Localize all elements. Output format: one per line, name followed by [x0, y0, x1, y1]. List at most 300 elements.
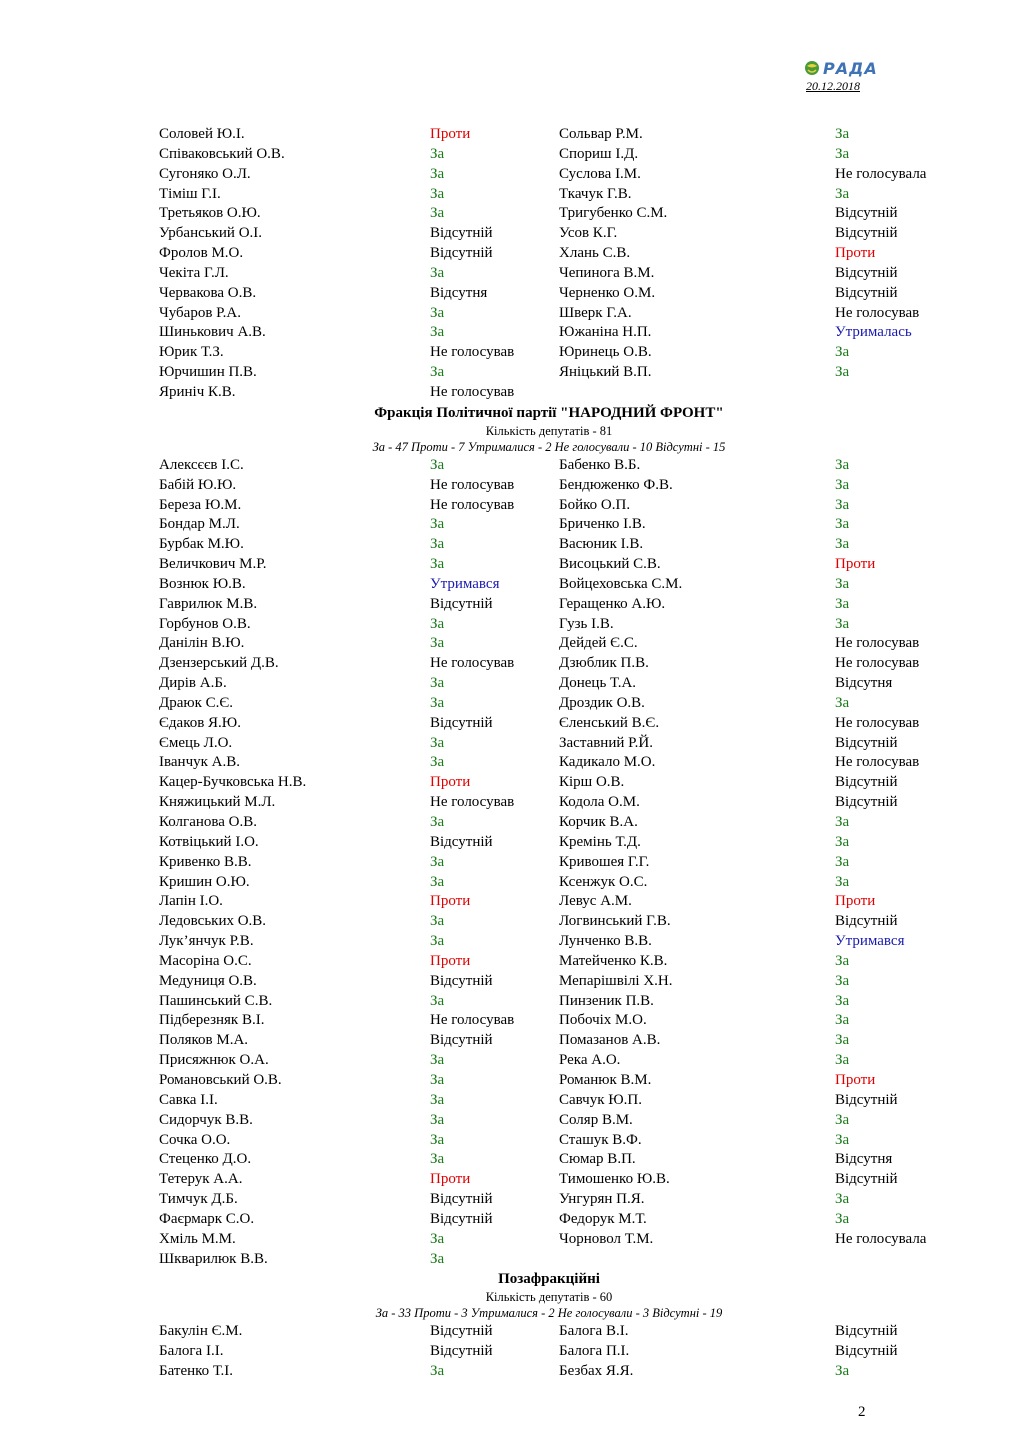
deputy-vote: Не голосував — [430, 655, 515, 672]
deputy-vote: За — [430, 992, 445, 1009]
vote-row — [159, 244, 949, 264]
vote-row — [159, 496, 949, 516]
vote-summary: За - 33 Проти - 3 Утрималися - 2 Не голосували - 3 Відсутні - 19 — [375, 1306, 723, 1321]
deputy-vote: За — [430, 675, 445, 692]
deputy-name: Сольвар Р.М. — [559, 126, 643, 142]
deputy-name: Княжицький М.Л. — [159, 794, 276, 811]
deputy-vote: Проти — [430, 126, 471, 142]
deputy-vote: Відсутній — [430, 1343, 493, 1360]
deputy-vote: За — [430, 185, 445, 202]
vote-row — [159, 793, 949, 813]
deputy-vote: Відсутній — [835, 734, 898, 751]
deputy-vote: Не голосував — [835, 754, 920, 771]
deputy-name: Савка І.І. — [159, 1091, 218, 1108]
deputy-vote: За — [430, 1230, 445, 1247]
deputy-name: Кодола О.М. — [559, 794, 640, 811]
faction-title: Фракція Політичної партії "НАРОДНИЙ ФРОНТ" — [374, 404, 724, 421]
vote-row — [159, 853, 949, 873]
page-number: 2 — [858, 1404, 866, 1420]
deputy-vote: Не голосував — [430, 1012, 515, 1029]
deputy-vote: Відсутній — [430, 1191, 493, 1208]
vote-row — [159, 972, 949, 992]
deputy-vote: За — [835, 1131, 850, 1148]
deputy-vote: Не голосував — [430, 496, 515, 513]
deputy-vote: За — [430, 1052, 445, 1069]
vote-summary: За - 47 Проти - 7 Утрималися - 2 Не голосували - 10 Відсутні - 15 — [372, 439, 726, 454]
deputy-vote: За — [430, 635, 445, 652]
deputy-vote: За — [430, 1151, 445, 1168]
vote-row — [159, 1322, 949, 1342]
deputy-vote: Проти — [430, 1171, 471, 1188]
vote-row — [159, 343, 949, 363]
deputy-vote: За — [430, 556, 445, 573]
deputy-vote: Відсутній — [430, 1210, 493, 1227]
deputy-name: Дзюблик П.В. — [559, 655, 649, 672]
deputy-vote: Не голосувала — [835, 165, 927, 182]
deputy-vote: Не голосував — [835, 655, 920, 672]
faction-header — [149, 403, 949, 456]
deputy-name: Мепарішвілі Х.Н. — [559, 972, 673, 989]
deputy-name: Котвіцький І.О. — [159, 833, 259, 850]
deputy-vote: За — [835, 595, 850, 612]
deputy-name: Гаврилюк М.В. — [159, 595, 258, 612]
vote-row — [159, 1071, 949, 1091]
deputy-name: Бриченко І.В. — [559, 516, 646, 533]
deputy-name: Пинзеник П.В. — [559, 992, 654, 1009]
deputy-vote: Відсутній — [430, 245, 493, 262]
deputy-vote: Відсутній — [835, 913, 898, 930]
deputy-name: Шкварилюк В.В. — [159, 1250, 268, 1267]
deputy-name: Тимошенко Ю.В. — [559, 1171, 670, 1188]
deputy-name: Заставний Р.Й. — [559, 734, 653, 751]
deputy-vote: Проти — [430, 952, 471, 969]
deputy-name: Усов К.Г. — [559, 225, 618, 242]
deputy-name: Фролов М.О. — [159, 245, 244, 262]
deputy-name: Чепинога В.М. — [559, 264, 655, 281]
deputy-name: Третьяков О.Ю. — [159, 205, 261, 222]
deputy-name: Тимчук Д.Б. — [159, 1191, 238, 1208]
vote-row — [159, 694, 949, 714]
deputy-vote: Не голосував — [835, 635, 920, 652]
vote-row — [159, 1210, 949, 1230]
deputy-name: Ксенжук О.С. — [559, 873, 648, 890]
deputy-vote: За — [835, 992, 850, 1009]
vote-row — [159, 125, 949, 145]
vote-row — [159, 224, 949, 244]
deputy-name: Юринець О.В. — [559, 344, 652, 361]
deputy-vote: За — [430, 364, 445, 381]
deputy-vote: За — [835, 1052, 850, 1069]
deputy-vote: За — [430, 1091, 445, 1108]
vote-row — [159, 575, 949, 595]
deputy-name: Чорновол Т.М. — [559, 1230, 654, 1247]
deputy-name: Присяжнюк О.А. — [159, 1052, 269, 1069]
deputy-vote: За — [835, 1032, 850, 1049]
vote-row — [159, 674, 949, 694]
deputy-vote: За — [430, 734, 445, 751]
deputy-name: Сочка О.О. — [159, 1131, 231, 1148]
deputy-name: Кацер-Бучковська Н.В. — [159, 774, 307, 791]
deputy-vote: За — [430, 516, 445, 533]
deputy-count: Кількість депутатів - 81 — [485, 423, 613, 438]
deputy-vote: Відсутня — [430, 284, 488, 301]
vote-row — [159, 323, 949, 343]
deputy-vote: За — [835, 1191, 850, 1208]
deputy-name: Лунченко В.В. — [559, 933, 652, 950]
deputy-vote: Відсутній — [835, 794, 898, 811]
deputy-name: Южаніна Н.П. — [559, 324, 652, 341]
deputy-name: Батенко Т.І. — [159, 1363, 234, 1380]
vote-row — [159, 1051, 949, 1071]
vote-row — [159, 555, 949, 575]
vote-row — [159, 813, 949, 833]
vote-row — [159, 1190, 949, 1210]
deputy-name: Хміль М.М. — [159, 1230, 236, 1247]
deputy-name: Сташук В.Ф. — [559, 1131, 642, 1148]
deputy-name: Войцеховська С.М. — [559, 575, 683, 592]
deputy-name: Лук’янчук Р.В. — [159, 933, 254, 950]
deputy-name: Драюк С.Є. — [159, 694, 234, 711]
deputy-name: Береза Ю.М. — [159, 496, 242, 513]
deputy-name: Єленський В.Є. — [559, 714, 660, 731]
deputy-vote: Проти — [430, 774, 471, 791]
deputy-name: Бурбак М.Ю. — [159, 536, 244, 553]
deputy-name: Суслова І.М. — [559, 165, 641, 182]
deputy-name: Яриніч К.В. — [159, 383, 236, 400]
rada-logo — [804, 57, 878, 79]
deputy-name: Горбунов О.В. — [159, 615, 251, 632]
deputy-vote: Утримався — [430, 575, 500, 592]
deputy-vote: За — [430, 1363, 445, 1380]
deputy-name: Стеценко Д.О. — [159, 1151, 252, 1168]
deputy-count: Кількість депутатів - 60 — [485, 1290, 613, 1305]
deputy-vote: За — [430, 1071, 445, 1088]
vote-row — [159, 892, 949, 912]
deputy-vote: За — [430, 324, 445, 341]
deputy-name: Помазанов А.В. — [559, 1032, 661, 1049]
deputy-name: Дроздик О.В. — [559, 694, 645, 711]
deputy-vote: За — [835, 1210, 850, 1227]
deputy-name: Масоріна О.С. — [159, 952, 252, 969]
deputy-name: Соловей Ю.І. — [159, 126, 245, 142]
deputy-vote: Не голосував — [835, 304, 920, 321]
deputy-vote: Відсутній — [835, 205, 898, 222]
vote-row — [159, 1111, 949, 1131]
deputy-vote: За — [430, 694, 445, 711]
deputy-name: Федорук М.Т. — [559, 1210, 647, 1227]
deputy-vote: За — [835, 952, 850, 969]
deputy-vote: Не голосував — [430, 383, 515, 400]
vote-row — [159, 1131, 949, 1151]
deputy-name: Балога П.І. — [559, 1343, 630, 1360]
vote-row — [159, 1170, 949, 1190]
deputy-name: Чекіта Г.Л. — [159, 264, 229, 281]
deputy-name: Шверк Г.А. — [559, 304, 632, 321]
deputy-vote: За — [430, 1111, 445, 1128]
deputy-name: Сюмар В.П. — [559, 1151, 636, 1168]
deputy-name: Савчук Ю.П. — [559, 1091, 643, 1108]
deputy-name: Черненко О.М. — [559, 284, 656, 301]
deputy-name: Чубаров Р.А. — [159, 304, 241, 321]
globe-icon — [804, 60, 820, 76]
vote-row — [159, 476, 949, 496]
deputy-name: Тетерук А.А. — [159, 1171, 243, 1188]
deputy-name: Шинькович А.В. — [159, 324, 266, 341]
deputy-vote: Не голосував — [430, 476, 515, 493]
deputy-name: Ткачук Г.В. — [559, 185, 632, 202]
deputy-vote: За — [835, 126, 850, 142]
deputy-name: Дзензерський Д.В. — [159, 655, 279, 672]
deputy-name: Корчик В.А. — [559, 814, 638, 830]
vote-row — [159, 714, 949, 734]
deputy-name: Романюк В.М. — [559, 1071, 652, 1088]
deputy-name: Співаковський О.В. — [159, 145, 285, 162]
deputy-vote: Не голосував — [430, 344, 515, 361]
deputy-vote: За — [835, 972, 850, 989]
vote-row — [159, 284, 949, 304]
logo-text: РАДА — [823, 58, 878, 78]
deputy-name: Побочіх М.О. — [559, 1012, 647, 1029]
deputy-vote: За — [835, 694, 850, 711]
deputy-name: Червакова О.В. — [159, 284, 257, 301]
deputy-name: Бойко О.П. — [559, 496, 631, 513]
deputy-vote: За — [835, 853, 850, 870]
vote-row — [159, 615, 949, 635]
deputy-vote: Відсутній — [835, 1343, 898, 1360]
deputy-name: Романовський О.В. — [159, 1071, 282, 1088]
deputy-vote: За — [835, 814, 850, 830]
vote-results — [159, 125, 949, 1382]
deputy-name: Геращенко А.Ю. — [559, 595, 666, 612]
deputy-name: Поляков М.А. — [159, 1032, 249, 1049]
deputy-vote: Відсутній — [835, 225, 898, 242]
deputy-name: Матейченко К.В. — [559, 952, 668, 969]
vote-row — [159, 1342, 949, 1362]
deputy-name: Колганова О.В. — [159, 814, 258, 830]
deputy-vote: Відсутня — [835, 675, 893, 692]
document-date: 20.12.2018 — [806, 79, 860, 93]
deputy-vote: За — [835, 1012, 850, 1029]
deputy-name: Безбах Я.Я. — [559, 1363, 634, 1380]
deputy-name: Урбанський О.І. — [159, 225, 263, 242]
vote-row — [159, 595, 949, 615]
deputy-vote: За — [430, 145, 445, 162]
vote-row — [159, 383, 949, 403]
deputy-vote: За — [430, 853, 445, 870]
deputy-name: Кришин О.Ю. — [159, 873, 250, 890]
deputy-vote: За — [430, 536, 445, 553]
deputy-name: Унгурян П.Я. — [559, 1191, 645, 1208]
vote-row — [159, 264, 949, 284]
deputy-vote: Проти — [430, 893, 471, 910]
deputy-name: Васюник І.В. — [559, 536, 644, 553]
vote-row — [159, 634, 949, 654]
deputy-vote: За — [835, 615, 850, 632]
deputy-vote: За — [430, 456, 445, 473]
deputy-vote: За — [835, 1363, 850, 1380]
deputy-vote: Відсутній — [430, 833, 493, 850]
vote-row — [159, 363, 949, 383]
deputy-vote: Відсутній — [835, 1171, 898, 1188]
deputy-name: Медуниця О.В. — [159, 972, 257, 989]
deputy-name: Логвинський Г.В. — [559, 913, 671, 930]
deputy-vote: За — [430, 165, 445, 182]
deputy-vote: За — [835, 536, 850, 553]
deputy-vote: За — [835, 1111, 850, 1128]
deputy-vote: За — [835, 456, 850, 473]
deputy-vote: За — [430, 913, 445, 930]
deputy-name: Підберезняк В.І. — [159, 1012, 265, 1029]
deputy-vote: За — [430, 873, 445, 890]
deputy-vote: За — [835, 476, 850, 493]
vote-row — [159, 773, 949, 793]
vote-row — [159, 992, 949, 1012]
deputy-vote: Відсутній — [430, 1032, 493, 1049]
deputy-vote: Відсутній — [835, 774, 898, 791]
deputy-name: Ледовських О.В. — [159, 913, 267, 930]
deputy-vote: За — [835, 575, 850, 592]
deputy-name: Кремінь Т.Д. — [559, 833, 641, 850]
vote-row — [159, 734, 949, 754]
deputy-name: Тіміш Г.І. — [159, 185, 221, 202]
deputy-name: Балога В.І. — [559, 1323, 629, 1340]
deputy-vote: Відсутній — [430, 595, 493, 612]
vote-row — [159, 833, 949, 853]
vote-row — [159, 1031, 949, 1051]
vote-row — [159, 1250, 949, 1270]
vote-row — [159, 535, 949, 555]
deputy-name: Юрик Т.З. — [159, 344, 224, 361]
deputy-name: Яніцький В.П. — [559, 364, 652, 381]
deputy-vote: Проти — [835, 1071, 876, 1088]
deputy-vote: Відсутній — [430, 1323, 493, 1340]
deputy-vote: За — [430, 304, 445, 321]
deputy-vote: За — [835, 145, 850, 162]
deputy-name: Пашинський С.В. — [159, 992, 273, 1009]
deputy-vote: Відсутній — [430, 972, 493, 989]
deputy-name: Бабенко В.Б. — [559, 456, 641, 473]
deputy-name: Бондар М.Л. — [159, 516, 240, 533]
vote-row — [159, 145, 949, 165]
vote-row — [159, 952, 949, 972]
vote-row — [159, 1011, 949, 1031]
vote-row — [159, 1362, 949, 1382]
deputy-vote: Не голосувала — [835, 1230, 927, 1247]
deputy-name: Гузь І.В. — [559, 615, 614, 632]
deputy-vote: За — [430, 814, 445, 830]
deputy-vote: Відсутній — [835, 284, 898, 301]
vote-row — [159, 204, 949, 224]
deputy-name: Кадикало М.О. — [559, 754, 656, 771]
deputy-name: Ємець Л.О. — [159, 734, 233, 751]
deputy-name: Алексєєв І.С. — [159, 456, 244, 473]
deputy-vote: За — [430, 1250, 445, 1267]
vote-row — [159, 1150, 949, 1170]
deputy-name: Спориш І.Д. — [559, 145, 639, 162]
deputy-name: Соляр В.М. — [559, 1111, 633, 1128]
deputy-name: Балога І.І. — [159, 1343, 224, 1360]
vote-row — [159, 304, 949, 324]
deputy-vote: За — [835, 185, 850, 202]
vote-row — [159, 873, 949, 893]
vote-row — [159, 185, 949, 205]
deputy-vote: Утримався — [835, 933, 905, 950]
deputy-name: Дирів А.Б. — [159, 675, 227, 692]
faction-title: Позафракційні — [498, 1271, 600, 1288]
deputy-name: Сугоняко О.Л. — [159, 165, 251, 182]
deputy-vote: За — [835, 496, 850, 513]
deputy-name: Висоцький С.В. — [559, 556, 661, 573]
deputy-name: Бакулін Є.М. — [159, 1323, 243, 1340]
deputy-name: Єдаков Я.Ю. — [159, 714, 241, 731]
vote-row — [159, 165, 949, 185]
deputy-name: Кривенко В.В. — [159, 853, 252, 870]
deputy-name: Вознюк Ю.В. — [159, 575, 246, 592]
deputy-vote: Не голосував — [430, 794, 515, 811]
vote-row — [159, 912, 949, 932]
deputy-vote: За — [835, 364, 850, 381]
deputy-vote: За — [835, 833, 850, 850]
deputy-vote: Проти — [835, 556, 876, 573]
deputy-name: Дейдей Є.С. — [559, 635, 638, 652]
deputy-vote: За — [430, 615, 445, 632]
deputy-name: Бендюженко Ф.В. — [559, 476, 673, 493]
deputy-name: Донець Т.А. — [559, 675, 637, 692]
deputy-name: Фаєрмарк С.О. — [159, 1210, 255, 1227]
deputy-vote: Проти — [835, 245, 876, 262]
vote-row — [159, 456, 949, 476]
deputy-vote: За — [430, 264, 445, 281]
deputy-vote: За — [430, 205, 445, 222]
deputy-vote: Відсутній — [835, 1323, 898, 1340]
deputy-vote: Відсутній — [835, 1091, 898, 1108]
deputy-vote: Відсутня — [835, 1151, 893, 1168]
vote-row — [159, 932, 949, 952]
deputy-vote: За — [835, 873, 850, 890]
deputy-vote: Відсутній — [835, 264, 898, 281]
deputy-name: Кірш О.В. — [559, 774, 625, 791]
vote-row — [159, 753, 949, 773]
deputy-vote: Утрималась — [835, 324, 912, 341]
vote-row — [159, 1230, 949, 1250]
vote-row — [159, 515, 949, 535]
deputy-name: Сидорчук В.В. — [159, 1111, 253, 1128]
deputy-name: Река А.О. — [559, 1052, 621, 1069]
deputy-vote: Проти — [835, 893, 876, 910]
deputy-vote: Відсутній — [430, 225, 493, 242]
vote-row — [159, 1091, 949, 1111]
deputy-name: Тригубенко С.М. — [559, 205, 668, 222]
deputy-name: Бабій Ю.Ю. — [159, 476, 237, 493]
deputy-name: Данілін В.Ю. — [159, 635, 245, 652]
deputy-vote: За — [430, 754, 445, 771]
deputy-name: Юрчишин П.В. — [159, 364, 257, 381]
deputy-name: Величкович М.Р. — [159, 556, 267, 573]
deputy-vote: Не голосував — [835, 714, 920, 731]
deputy-name: Лапін І.О. — [159, 893, 223, 910]
deputy-vote: За — [835, 516, 850, 533]
deputy-vote: За — [430, 933, 445, 950]
deputy-name: Іванчук А.В. — [159, 754, 240, 771]
deputy-vote: За — [430, 1131, 445, 1148]
deputy-name: Левус А.М. — [559, 893, 632, 910]
vote-row — [159, 654, 949, 674]
deputy-name: Кривошея Г.Г. — [559, 853, 650, 870]
faction-header — [149, 1269, 949, 1322]
deputy-name: Хлань С.В. — [559, 245, 631, 262]
deputy-vote: За — [835, 344, 850, 361]
deputy-vote: Відсутній — [430, 714, 493, 731]
